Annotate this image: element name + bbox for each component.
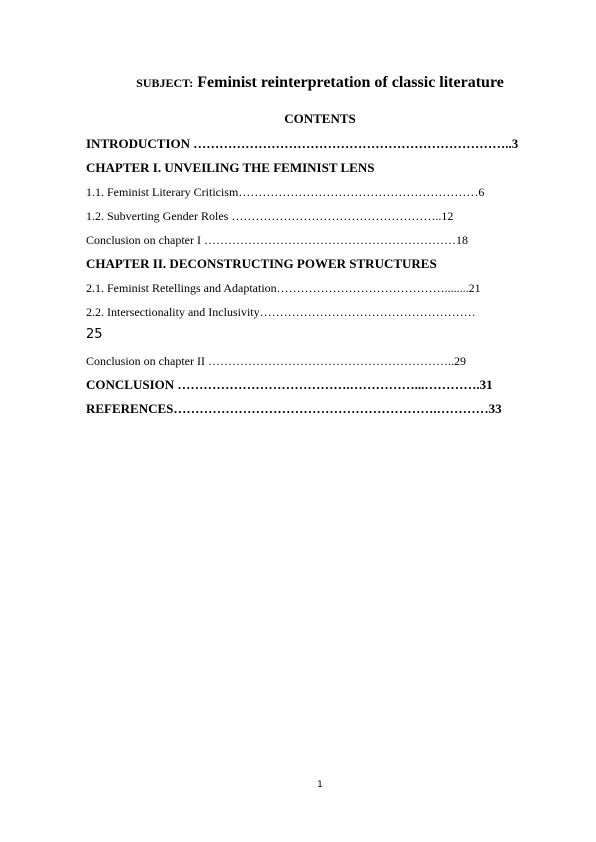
toc-entry-chapter-1: CHAPTER I. UNVEILING THE FEMINIST LENS bbox=[86, 160, 375, 175]
page-number: 1 bbox=[317, 780, 323, 790]
toc-entry-references: REFERENCES…………………………………………………….…………33 bbox=[86, 401, 502, 416]
toc-entry-introduction: INTRODUCTION ………………………………………………………………..3 bbox=[86, 136, 519, 151]
toc-entry-1-1: 1.1. Feminist Literary Criticism……………………………………………………6 bbox=[86, 185, 485, 199]
toc-entry-2-1: 2.1. Feminist Retellings and Adaptation……………………………………........21 bbox=[86, 281, 481, 295]
subject-heading bbox=[0, 74, 596, 92]
toc-entry-conclusion: CONCLUSION ………………………………….……………...………….31 bbox=[86, 377, 493, 392]
toc-entry-chapter-2: CHAPTER II. DECONSTRUCTING POWER STRUCTURES bbox=[86, 256, 437, 271]
subject-prefix: SUBJECT: bbox=[136, 76, 194, 90]
toc-entry-conclusion-chapter-2: Conclusion on chapter II ……………………………………………………..29 bbox=[86, 354, 466, 368]
toc-entry-2-2: 2.2. Intersectionality and Inclusivity……………………………………………… bbox=[86, 305, 476, 319]
toc-entry-2-2-page: 25 bbox=[86, 327, 103, 342]
toc-entry-conclusion-chapter-1: Conclusion on chapter I ………………………………………………………18 bbox=[86, 233, 468, 247]
toc-entry-1-2: 1.2. Subverting Gender Roles ……………………………………………..12 bbox=[86, 209, 454, 223]
subject-title: Feminist reinterpretation of classic literature bbox=[197, 74, 504, 91]
contents-heading: CONTENTS bbox=[284, 111, 356, 126]
